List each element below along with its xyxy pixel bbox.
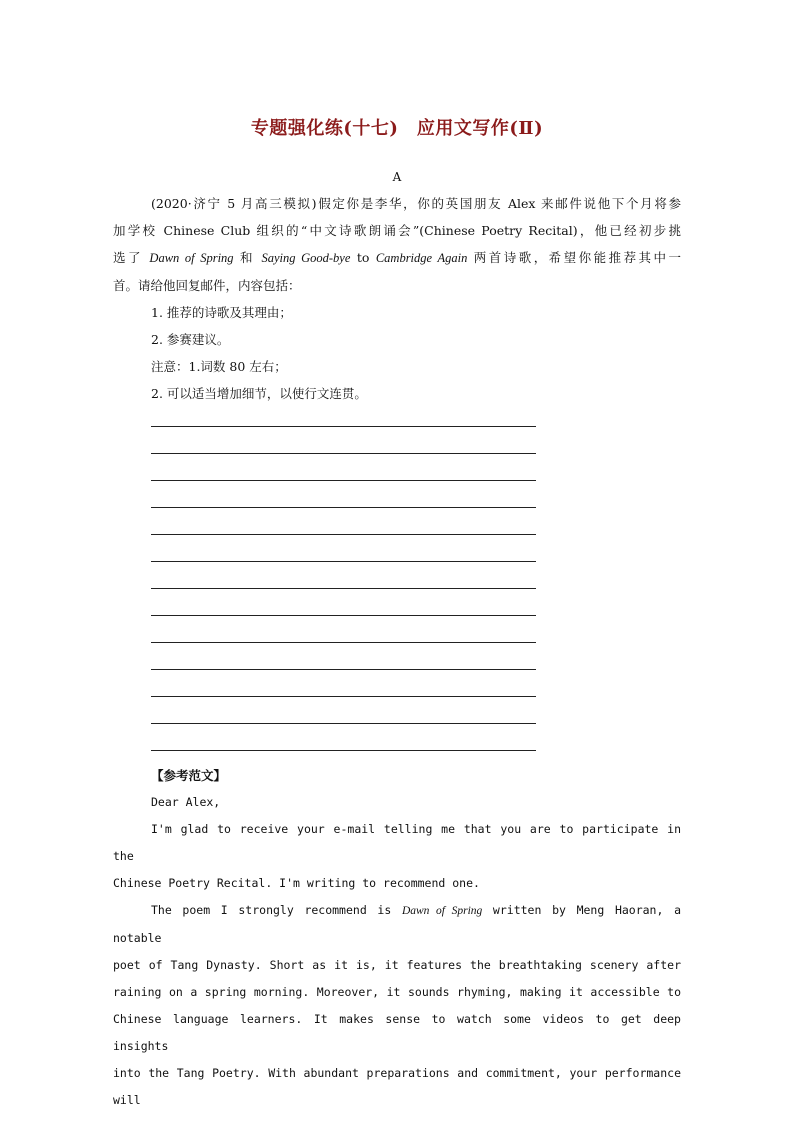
essay-line: poet of Tang Dynasty. Short as it is, it features the breathtaking scenery after: [113, 958, 681, 972]
prompt-line-1: (2020·济宁 5 月高三模拟)假定你是李华，你的英国朋友 Alex 来邮件说他下个月将参: [151, 196, 681, 211]
prompt-block: [113, 190, 681, 407]
note-1: 注意：1.词数 80 左右；: [151, 359, 287, 374]
answer-line[interactable]: [151, 427, 536, 454]
answer-line[interactable]: [151, 643, 536, 670]
essay-text: written by Meng Haoran, a notable: [113, 903, 681, 945]
answer-line[interactable]: [151, 697, 536, 724]
answer-line[interactable]: [151, 589, 536, 616]
poem-title-cambridge: Cambridge Again: [375, 251, 468, 265]
answer-line[interactable]: [151, 562, 536, 589]
poem-title-dawn: Dawn of Spring: [149, 251, 234, 265]
prompt-line-2: 加学校 Chinese Club 组织的“中文诗歌朗诵会”(Chinese Poetry Recital)，他已经初步挑: [113, 223, 681, 238]
prompt-line-3: [113, 244, 681, 272]
answer-line[interactable]: [151, 616, 536, 643]
answer-line[interactable]: [151, 724, 536, 751]
requirement-2: 2. 参赛建议。: [151, 332, 230, 347]
prompt-line-4: 首。请给他回复邮件，内容包括：: [113, 278, 301, 293]
essay-line: Chinese Poetry Recital. I'm writing to recommend one.: [113, 876, 480, 890]
essay-line: I'm glad to receive your e-mail telling me that you are to participate in the: [113, 822, 681, 863]
essay-line: raining on a spring morning. Moreover, it sounds rhyming, making it accessible to: [113, 985, 681, 999]
reference-heading: 【参考范文】: [151, 768, 227, 783]
answer-line[interactable]: [151, 454, 536, 481]
prompt-text: 选了: [113, 250, 150, 265]
section-label: A: [392, 170, 402, 184]
essay-line: [113, 897, 681, 952]
prompt-text: to: [350, 250, 376, 265]
answer-line[interactable]: [151, 535, 536, 562]
answer-line[interactable]: [151, 508, 536, 535]
prompt-text: 两首诗歌，希望你能推荐其中一: [467, 250, 681, 265]
poem-title-saying: Saying Good-bye: [261, 251, 351, 265]
prompt-text: 和: [233, 250, 262, 265]
page-title: 专题强化练(十七) 应用文写作(Ⅱ): [250, 118, 544, 139]
reference-block: [113, 762, 681, 1114]
answer-line[interactable]: [151, 670, 536, 697]
answer-lines: [151, 426, 536, 751]
salutation: Dear Alex,: [151, 795, 221, 809]
essay-text: The poem I strongly recommend is: [151, 903, 402, 917]
poem-title-dawn: Dawn of Spring: [401, 905, 483, 917]
answer-line[interactable]: [151, 481, 536, 508]
requirement-1: 1. 推荐的诗歌及其理由；: [151, 305, 292, 320]
note-2: 2. 可以适当增加细节，以使行文连贯。: [151, 386, 367, 401]
essay-line: into the Tang Poetry. With abundant preparations and commitment, your performance will: [113, 1066, 681, 1107]
essay-line: Chinese language learners. It makes sense to watch some videos to get deep insights: [113, 1012, 681, 1053]
